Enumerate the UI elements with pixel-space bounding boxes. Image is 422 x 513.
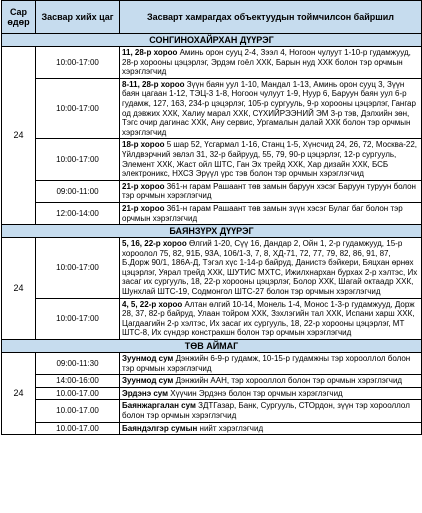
- district-row: [2, 34, 422, 47]
- day-cell: 24: [2, 47, 36, 225]
- time-cell: 10:00-17:00: [36, 78, 120, 139]
- time-cell: 10:00-17:00: [36, 298, 120, 339]
- time-cell: 09:00-11:00: [36, 180, 120, 202]
- area-details: 5 шар 52, Үсгармал 1-16, Станц 1-5, Хүнсчид 24, 26, 72, Москва-22, Үйлдвэрчний эвлэл 31, 32-р байрууд, 55, 79, 90-р цэцэрлэг, 12-р сургууль, Элемент ХХК, Жаст ойл ШТС, Ган Эх трейд ХХК, Хар дизайн ХХК, БСБ электроникс, НХСЗ Эрүүл үрс тэв болон тэр орчмын хэрэглэгчид: [122, 140, 417, 179]
- area-details: Аминь орон сууц 2-4, Зээл 4, Ногоон чулуут 1-10-р гудамжууд, 28-р хорооны цэцэрлэг, Эрдэм гоёл ХХК, Барын нуд ХХК болон тэр орчмын хэрэглэгчид: [122, 48, 411, 77]
- outage-schedule-table: [1, 0, 422, 435]
- description-cell: [120, 400, 422, 422]
- area-name: Зуунмод сум: [122, 376, 174, 386]
- table-row: [2, 387, 422, 400]
- time-cell: 10.00-17.00: [36, 422, 120, 435]
- time-cell: 12:00-14:00: [36, 202, 120, 224]
- table-row: [2, 202, 422, 224]
- table-row: [2, 298, 422, 339]
- day-cell: 24: [2, 353, 36, 435]
- area-details: ЗДТГазар, Банк, Сургууль, СТОрдон, зүүн тэр хорооллол болон тэр орчмын хэрэглэгчид: [122, 401, 410, 420]
- area-details: 361-н гарам Рашаант төв замын баруун хэсэг Баруун туруун болон тэр орчмын хэрэглэгчид: [122, 181, 416, 201]
- table-row: [2, 238, 422, 299]
- table-row: [2, 47, 422, 79]
- description-cell: [120, 78, 422, 139]
- table-row: [2, 400, 422, 422]
- area-name: Зуунмод сум: [122, 354, 174, 364]
- description-cell: [120, 238, 422, 299]
- time-cell: 10.00-17.00: [36, 400, 120, 422]
- header-time: Засвар хийх цаг: [36, 1, 120, 34]
- area-details: Хүүчин Эрдэнэ болон тэр орчмын хэрэглэгчид: [168, 388, 343, 398]
- area-details: Дэнжийн ААН, тэр хорооллол болон тэр орчмын хэрэглэгчид: [173, 376, 403, 386]
- area-name: 11, 28-р хороо: [122, 48, 178, 57]
- area-details: Өлгий 1-20, Сүү 16, Дандар 2, Ойн 1, 2-р гудамжууд, 15-р хороолол 75, 82, 91Б, 93А, 106/1-3, 7, 8, ХД-71, 72, 77, 79, 82, 86, 91, 87, Б.Дорж 90/1, 186А-Д, Тэгэл хүс 1-14-р байруд, Данистэ бэйкери, Бяцхан өрнөх цэцэрлэг, Уярал трейд ХХК, ШУТИС МХТС, Ижилхнархан бурхах 2-р хэлтэс, Их засаг их сургууль, 18, 22-р хорооны цэцэрлэг, Болор ХХК, Шагай октаадр ХХК, Шунхлай ШТС-19, Содмонгол ШТС-27 болон тэр орчмын хэрэглэгчид: [122, 239, 418, 297]
- section-tuv-aimag: [2, 340, 422, 435]
- section-bayanzurkh: [2, 225, 422, 340]
- time-cell: 10:00-17:00: [36, 238, 120, 299]
- district-name: БАЯНЗҮРХ ДҮҮРЭГ: [2, 225, 422, 238]
- area-details: 361-н гарам Рашаант төв замын зүүн хэсэг Булаг баг болон тэр орчмын хэрэглэгчид: [122, 203, 403, 223]
- header-day: Сар өдөр: [2, 1, 36, 34]
- area-name: 4, 5, 22-р хороо: [122, 299, 183, 309]
- table-row: [2, 375, 422, 388]
- time-cell: 10:00-17:00: [36, 139, 120, 180]
- time-cell: 10.00-17.00: [36, 387, 120, 400]
- area-name: Баянжаргалан сум: [122, 401, 196, 411]
- table-row: [2, 180, 422, 202]
- description-cell: [120, 47, 422, 79]
- table-row: [2, 139, 422, 180]
- description-cell: [120, 422, 422, 435]
- time-cell: 14:00-16:00: [36, 375, 120, 388]
- description-cell: [120, 353, 422, 375]
- section-songinokhairkhan: [2, 34, 422, 225]
- description-cell: [120, 180, 422, 202]
- description-cell: [120, 202, 422, 224]
- header-description: Засварт хамрагдах объектуудын тоймчилсон байршил: [120, 1, 422, 34]
- description-cell: [120, 387, 422, 400]
- district-row: [2, 225, 422, 238]
- table-row: [2, 78, 422, 139]
- district-name: СОНГИНОХАЙРХАН ДҮҮРЭГ: [2, 34, 422, 47]
- table-header-row: [2, 1, 422, 34]
- area-name: 18-р хороо: [122, 140, 165, 150]
- table-row: [2, 353, 422, 375]
- district-name: ТӨВ АЙМАГ: [2, 340, 422, 353]
- area-details: Алтан өлгий 10-14, Монель 1-4, Монос 1-3-р гудамжууд, Дорж 28, 37, 82-р байруд, Улаан тойром ХХК, Зэхлэгийн тал ХХК, Испани харш ХХК, Цагдаагийн 2-р хэлтэс, Их засаг их сургууль, 18, 22-р хорооны цэцэрлэг, МТ ШТС-8, Их сүндэр констракшн болон тэр орчмын хэрэглэгчид: [122, 299, 415, 338]
- area-name: Эрдэнэ сум: [122, 388, 169, 398]
- area-name: 8-11, 28-р хороо: [122, 79, 185, 89]
- area-name: 5, 16, 22-р хороо: [122, 239, 187, 249]
- description-cell: [120, 139, 422, 180]
- day-cell: 24: [2, 238, 36, 340]
- area-name: 21-р хороо: [122, 181, 165, 191]
- time-cell: 09:00-11:30: [36, 353, 120, 375]
- area-details: Зүүн баян уул 1-10, Мандал 1-13, Аминь орон сууц 3, Зүүн баян цагаан 1-12, ТЭЦ-3 1-8, Ногоон чулуут 1-9, Нуур 6, Баруун баян уул 6-р гудамж, 127, 163, 234-р цэцэрлэг, 105-р сургууль, 9-р хорооны цэцэрлэг, Гангар од дэвжих ХХК, Халиу марал ХХК, СҮХИЙРЭЭНИЙ ЭМ 3-р тэв, Дэлхийн зөн, Тэгс очир дагинас ХХК, Ану сервис, Ургамалын далай ХХК болон тэр орчмын хэрэглэгчид: [122, 79, 416, 137]
- area-details: нийт хэрэглэгчид: [197, 423, 264, 433]
- area-name: 21-р хороо: [122, 203, 165, 213]
- area-name: Баяндэлгэр сумын: [122, 423, 198, 433]
- description-cell: [120, 375, 422, 388]
- area-details: Дэнжийн 6-9-р гудамж, 10-15-р гудамжны тэр хорооллол болон тэр орчмын хэрэглэгчид: [122, 354, 411, 373]
- district-row: [2, 340, 422, 353]
- table-row: [2, 422, 422, 435]
- description-cell: [120, 298, 422, 339]
- time-cell: 10:00-17:00: [36, 47, 120, 79]
